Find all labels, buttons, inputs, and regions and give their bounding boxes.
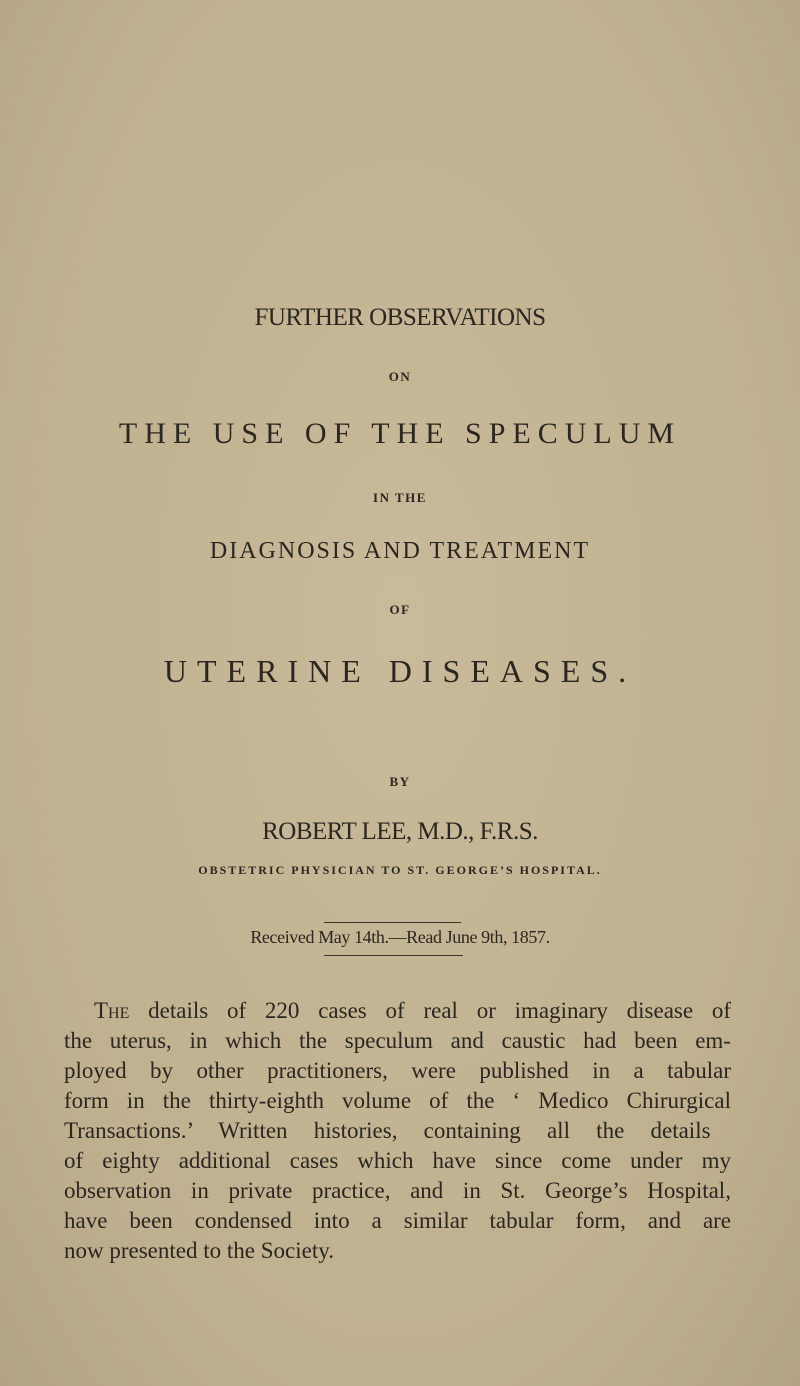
author-position: OBSTETRIC PHYSICIAN TO ST. GEORGE’S HOSPITAL. [198,863,602,877]
received-line [0,928,800,948]
byline-author [0,818,800,846]
title-line-7 [0,654,800,689]
byline-by [0,775,800,789]
body-line [64,1206,731,1236]
title-use-of-speculum: THE USE OF THE SPECULUM [118,417,682,450]
title-on: ON [388,369,412,384]
body-line [64,1146,731,1176]
by-label: BY [389,774,411,789]
drop-word: The [94,998,130,1023]
body-line-text: observation in private practice, and in St. George’s Hospital, [64,1178,731,1203]
body-line [64,1176,731,1206]
rule-top [324,922,461,923]
author-name: ROBERT LEE, M.D., F.R.S. [262,818,538,845]
title-line-5 [0,538,800,564]
body-line-text: the uterus, in which the speculum and caustic had been em- [64,1028,731,1053]
title-line-2 [0,370,800,384]
title-in-the: IN THE [373,490,427,505]
title-line-6 [0,603,800,617]
body-line [64,1086,731,1116]
body-line [64,1236,731,1266]
body-line-text: have been condensed into a similar tabular form, and are [64,1208,732,1233]
body-line-text: of eighty additional cases which have since come under my [64,1148,731,1173]
body-line [64,1116,731,1146]
body-line [64,996,731,1026]
title-uterine-diseases: UTERINE DISEASES. [163,653,637,689]
body-paragraph [64,996,731,1266]
rule-bottom [324,955,463,956]
body-line-text: Transactions.’ Written histories, containing all the details [64,1118,711,1143]
byline-position [0,864,800,877]
title-of: OF [389,602,411,617]
received-date: Received May 14th.—Read June 9th, 1857. [250,927,550,947]
body-line-text: details of 220 cases of real or imaginary disease of [129,998,732,1023]
body-line-text: now presented to the Society. [64,1238,334,1263]
title-diagnosis-treatment: DIAGNOSIS AND TREATMENT [209,538,591,564]
title-further-observations: FURTHER OBSERVATIONS [254,304,546,331]
title-line-4 [0,491,800,505]
body-line-text: ployed by other practitioners, were published in a tabular [64,1058,732,1083]
title-line-3 [0,417,800,450]
body-line [64,1026,731,1056]
body-line [64,1056,731,1086]
body-line-text: form in the thirty-eighth volume of the ‘ Medico Chirurgical [64,1088,731,1113]
title-line-1 [0,304,800,332]
